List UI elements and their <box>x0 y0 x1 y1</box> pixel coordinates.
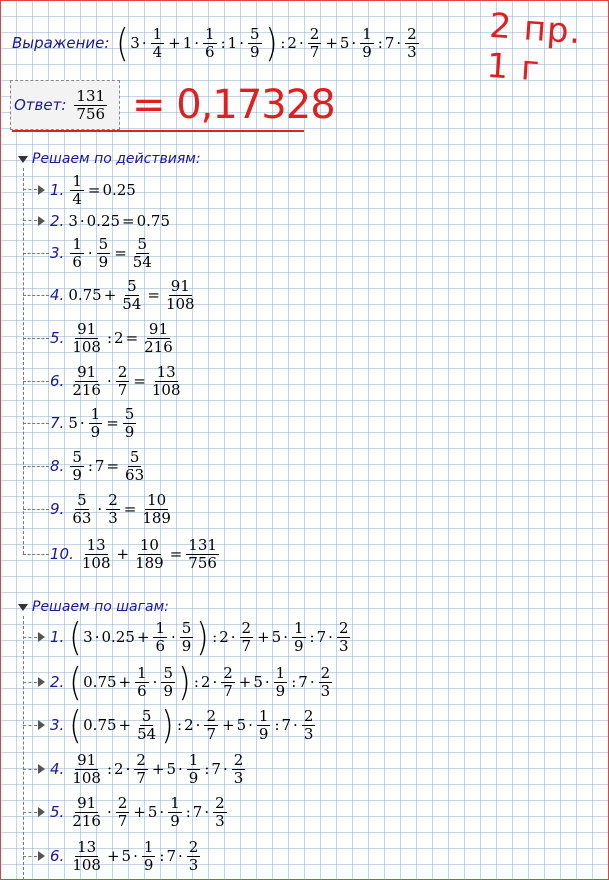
action-step: 1. $\frac{1}{4}$ = 0.25 <box>38 176 136 204</box>
expr-fraction: $\frac{2}{3}$ <box>407 24 417 61</box>
simplify-step: 3. ( 0.75 + $\frac{5}{54}$ ) : 2 · $\frac{2}{7}$ + 5 · $\frac{1}{9}$ : 7 · $\frac{2}{3}$ <box>38 702 317 748</box>
expand-triangle-icon[interactable] <box>38 185 45 195</box>
expr-num: 5 <box>339 34 350 52</box>
expr-fraction: $\frac{1}{6}$ <box>205 24 215 61</box>
section-by-actions[interactable] <box>18 150 201 168</box>
handwritten-underline <box>12 130 304 132</box>
tree-line <box>23 616 24 880</box>
open-paren: ( <box>116 21 130 65</box>
simplify-step: 4. $\frac{91}{108}$ : 2 · $\frac{2}{7}$ + 5 · $\frac{1}{9}$ : 7 · $\frac{2}{3}$ <box>38 753 247 785</box>
answer-fraction: $\frac{131}{756}$ <box>76 86 106 123</box>
action-step: 6. $\frac{91}{216}$ · $\frac{2}{7}$ = $\frac{13}{108}$ <box>50 362 181 399</box>
action-step: 2. 3 · 0.25 = 0.75 <box>38 210 170 232</box>
answer-label: Ответ: <box>14 96 67 114</box>
expr-fraction: $\frac{2}{7}$ <box>309 24 320 61</box>
expr-fraction: $\frac{1}{4}$ <box>152 24 163 61</box>
expression-label: Выражение: <box>12 34 110 52</box>
simplify-step: 2. ( 0.75 + $\frac{1}{6}$ · $\frac{5}{9}$ ) : 2 · $\frac{2}{7}$ + 5 · $\frac{1}{9}$ : 7 · $\frac{2}{3}$ <box>38 659 334 705</box>
expand-triangle-icon[interactable] <box>38 632 45 642</box>
simplify-step: 6. $\frac{13}{108}$ + 5 · $\frac{1}{9}$ : 7 · $\frac{2}{3}$ <box>38 840 202 872</box>
handwritten-task-number: 2 пр. 1 г <box>485 5 583 90</box>
section-title: Решаем по шагам: <box>32 599 169 615</box>
simplify-step: 5. $\frac{91}{216}$ · $\frac{2}{7}$ + 5 · $\frac{1}{9}$ : 7 · $\frac{2}{3}$ <box>38 796 229 828</box>
action-step: 7. 5 · $\frac{1}{9}$ = $\frac{5}{9}$ <box>50 404 135 441</box>
simplify-step: 1. ( 3 · 0.25 + $\frac{1}{6}$ · $\frac{5}{9}$ ) : 2 · $\frac{2}{7}$ + 5 · $\frac{1}{9}$ : 7 · $\frac{2}{3}$ <box>38 614 352 660</box>
expand-triangle-icon[interactable] <box>38 677 45 687</box>
close-paren: ) <box>264 21 278 65</box>
collapse-triangle-icon[interactable] <box>18 604 28 611</box>
expr-num: 1 <box>227 34 238 52</box>
action-step: 3. $\frac{1}{6}$ · $\frac{5}{9}$ = $\frac{5}{54}$ <box>50 234 152 271</box>
answer-row <box>14 84 109 126</box>
expr-num: 2 <box>287 34 297 52</box>
expr-num: 3 <box>130 34 140 52</box>
expand-triangle-icon[interactable] <box>38 851 45 861</box>
action-step: 5. $\frac{91}{108}$ : 2 = $\frac{91}{216}$ <box>50 319 173 356</box>
expand-triangle-icon[interactable] <box>38 216 45 226</box>
expand-triangle-icon[interactable] <box>38 764 45 774</box>
collapse-triangle-icon[interactable] <box>18 156 28 163</box>
expr-fraction: $\frac{1}{9}$ <box>362 24 372 61</box>
expression-row: Выражение: ( 3 · $\frac{1}{4}$ + 1 · $\frac{1}{6}$ : 1 · $\frac{5}{9}$ ) : 2 · $\frac{2}{7}$ + 5 · $\frac{1}{9}$ : 7 · $\frac{2}{3}$ <box>12 21 417 65</box>
expand-triangle-icon[interactable] <box>38 720 45 730</box>
expand-triangle-icon[interactable] <box>38 807 45 817</box>
expr-fraction: $\frac{5}{9}$ <box>249 24 260 61</box>
tree-line <box>23 168 24 554</box>
action-step: 4. 0.75 + $\frac{5}{54}$ = $\frac{91}{108}$ <box>50 276 195 313</box>
action-step: 8. $\frac{5}{9}$ : 7 = $\frac{5}{63}$ <box>50 447 145 484</box>
expr-num: 7 <box>384 34 395 52</box>
action-step: 10. $\frac{13}{108}$ + $\frac{10}{189}$ = $\frac{131}{756}$ <box>50 535 217 572</box>
action-step: 9. $\frac{5}{63}$ · $\frac{2}{3}$ = $\frac{10}{189}$ <box>50 490 171 527</box>
handwritten-decimal-answer: = 0,17328 <box>132 82 335 128</box>
section-title: Решаем по действиям: <box>32 151 201 167</box>
expr-num: 1 <box>182 34 193 52</box>
